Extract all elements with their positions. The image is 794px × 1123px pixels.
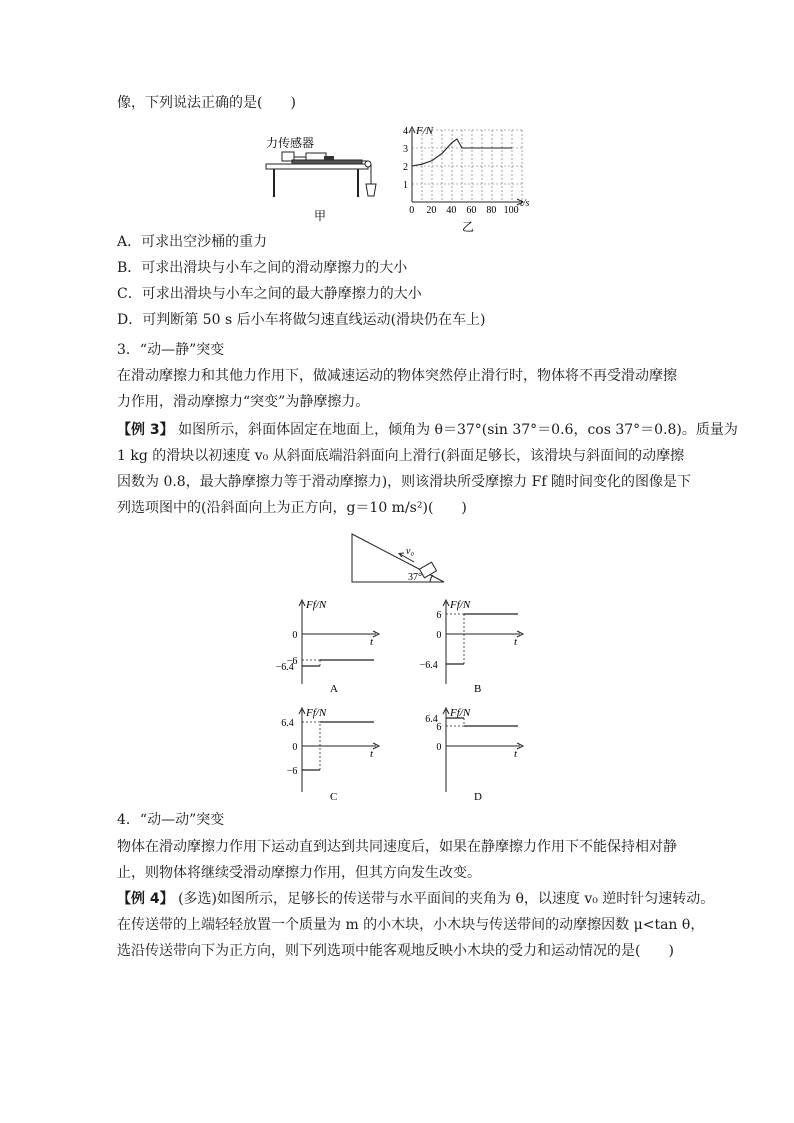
option-caption: C [330, 791, 338, 803]
t-axis-label: t [370, 748, 374, 760]
y-tick-label: 0 [436, 742, 442, 753]
example-4-line: 选沿传送带向下为正方向，则下列选项中能客观地反映小木块的受力和运动情况的是( ) [117, 943, 674, 959]
option-caption: A [330, 683, 338, 695]
caption-yi: 乙 [462, 220, 475, 234]
option-graph-a [272, 596, 384, 696]
y-tick-label: 6.4 [281, 718, 294, 729]
option-graph-c [272, 704, 384, 804]
section-heading: 3．“动—静”突变 [117, 342, 225, 358]
cart [292, 160, 362, 164]
table-top [266, 164, 368, 169]
paragraph: 止，则物体将继续受滑动摩擦力作用，但其方向发生改变。 [117, 865, 481, 881]
caption-jia: 甲 [314, 209, 327, 223]
y-tick-label: 2 [403, 162, 408, 173]
cart-top [324, 156, 334, 160]
example-3-line: 因数为 0.8，最大静摩擦力等于滑动摩擦力)，则该滑块所受摩擦力 Ff 随时间变化的图像是下 [117, 474, 691, 490]
slider-block [306, 153, 326, 160]
y-axis-label: F/N [416, 125, 434, 137]
y-tick-label: 6.4 [425, 714, 438, 725]
x-tick-label: 0 [409, 205, 415, 216]
y-tick-label: −6.4 [275, 662, 294, 673]
incline-figure [348, 530, 448, 590]
t-axis-label: t [370, 636, 374, 648]
x-tick-label: 20 [426, 205, 437, 216]
option-graph-d [416, 704, 528, 804]
option-caption: D [474, 791, 482, 803]
pulley [365, 161, 371, 167]
x-tick-label: 40 [446, 205, 457, 216]
t-axis-label: t [514, 636, 518, 648]
y-axis-label: Ff/N [306, 599, 327, 611]
y-tick-label: −6 [286, 766, 298, 777]
question-text: 像，下列说法正确的是( ) [117, 95, 296, 111]
example-3-line: 1 kg 的滑块以初速度 v₀ 从斜面底端沿斜面向上滑行(斜面足够长，该滑块与斜面间的动摩擦 [117, 448, 685, 464]
y-tick-label: 0 [292, 630, 298, 641]
x-tick-label: 100 [503, 205, 519, 216]
y-tick-label: 6 [436, 610, 442, 621]
y-tick-label: 3 [403, 144, 408, 155]
apparatus-figure [262, 132, 382, 227]
y-axis-label: Ff/N [450, 599, 471, 611]
y-tick-label: 4 [403, 126, 408, 137]
y-axis-label: Ff/N [450, 707, 471, 719]
y-tick-label: −6.4 [419, 660, 438, 671]
y-tick-label: 0 [436, 630, 442, 641]
section-heading: 4．“动—动”突变 [117, 812, 225, 828]
example-3-line: 【例 3】 如图所示，斜面体固定在地面上，倾角为 θ＝37°(sin 37°＝0.6，cos 37°＝0.8)。质量为 [117, 422, 738, 438]
y-axis-label: Ff/N [306, 707, 327, 719]
option-d: D．可判断第 50 s 后小车将做匀速直线运动(滑块仍在车上) [117, 312, 486, 328]
example-3-line: 列选项图中的(沿斜面向上为正方向，g＝10 m/s²)( ) [117, 500, 467, 516]
paragraph: 力作用，滑动摩擦力“突变”为静摩擦力。 [117, 394, 370, 410]
example-4-line: 【例 4】 (多选)如图所示，足够长的传送带与水平面间的夹角为 θ，以速度 v₀ 逆时针匀速转动。 [117, 891, 715, 907]
sensor-label: 力传感器 [266, 136, 315, 150]
x-tick-label: 80 [486, 205, 497, 216]
chart-grid [412, 130, 522, 202]
paragraph: 物体在滑动摩擦力作用下运动直到达到共同速度后，如果在静摩擦力作用下不能保持相对静 [117, 839, 677, 855]
y-tick-label: 0 [292, 742, 298, 753]
y-tick-label: 1 [403, 180, 408, 191]
v0-label: v₀ [406, 546, 414, 557]
example-4-line: 在传送带的上端轻轻放置一个质量为 m 的小木块，小木块与传送带间的动摩擦因数 μ<tan θ， [117, 917, 705, 933]
y-tick-label: 6 [436, 722, 442, 733]
y-tick-label: −6 [286, 656, 298, 667]
option-c: C．可求出滑块与小车之间的最大静摩擦力的大小 [117, 286, 422, 302]
t-axis-label: t [514, 748, 518, 760]
x-axis-label: t/s [520, 198, 530, 209]
force-time-chart [392, 124, 537, 236]
example-tag: 【例 3】 [117, 422, 174, 438]
sand-bucket [366, 184, 376, 196]
option-b: B．可求出滑块与小车之间的滑动摩擦力的大小 [117, 260, 408, 276]
example-tag: 【例 4】 [117, 891, 174, 907]
paragraph: 在滑动摩擦力和其他力作用下，做减速运动的物体突然停止滑行时，物体将不再受滑动摩擦 [117, 368, 677, 384]
option-a: A．可求出空沙桶的重力 [117, 234, 268, 250]
angle-label: 37° [408, 572, 422, 583]
x-tick-label: 60 [466, 205, 477, 216]
option-caption: B [474, 683, 482, 695]
option-graph-b [416, 596, 528, 696]
